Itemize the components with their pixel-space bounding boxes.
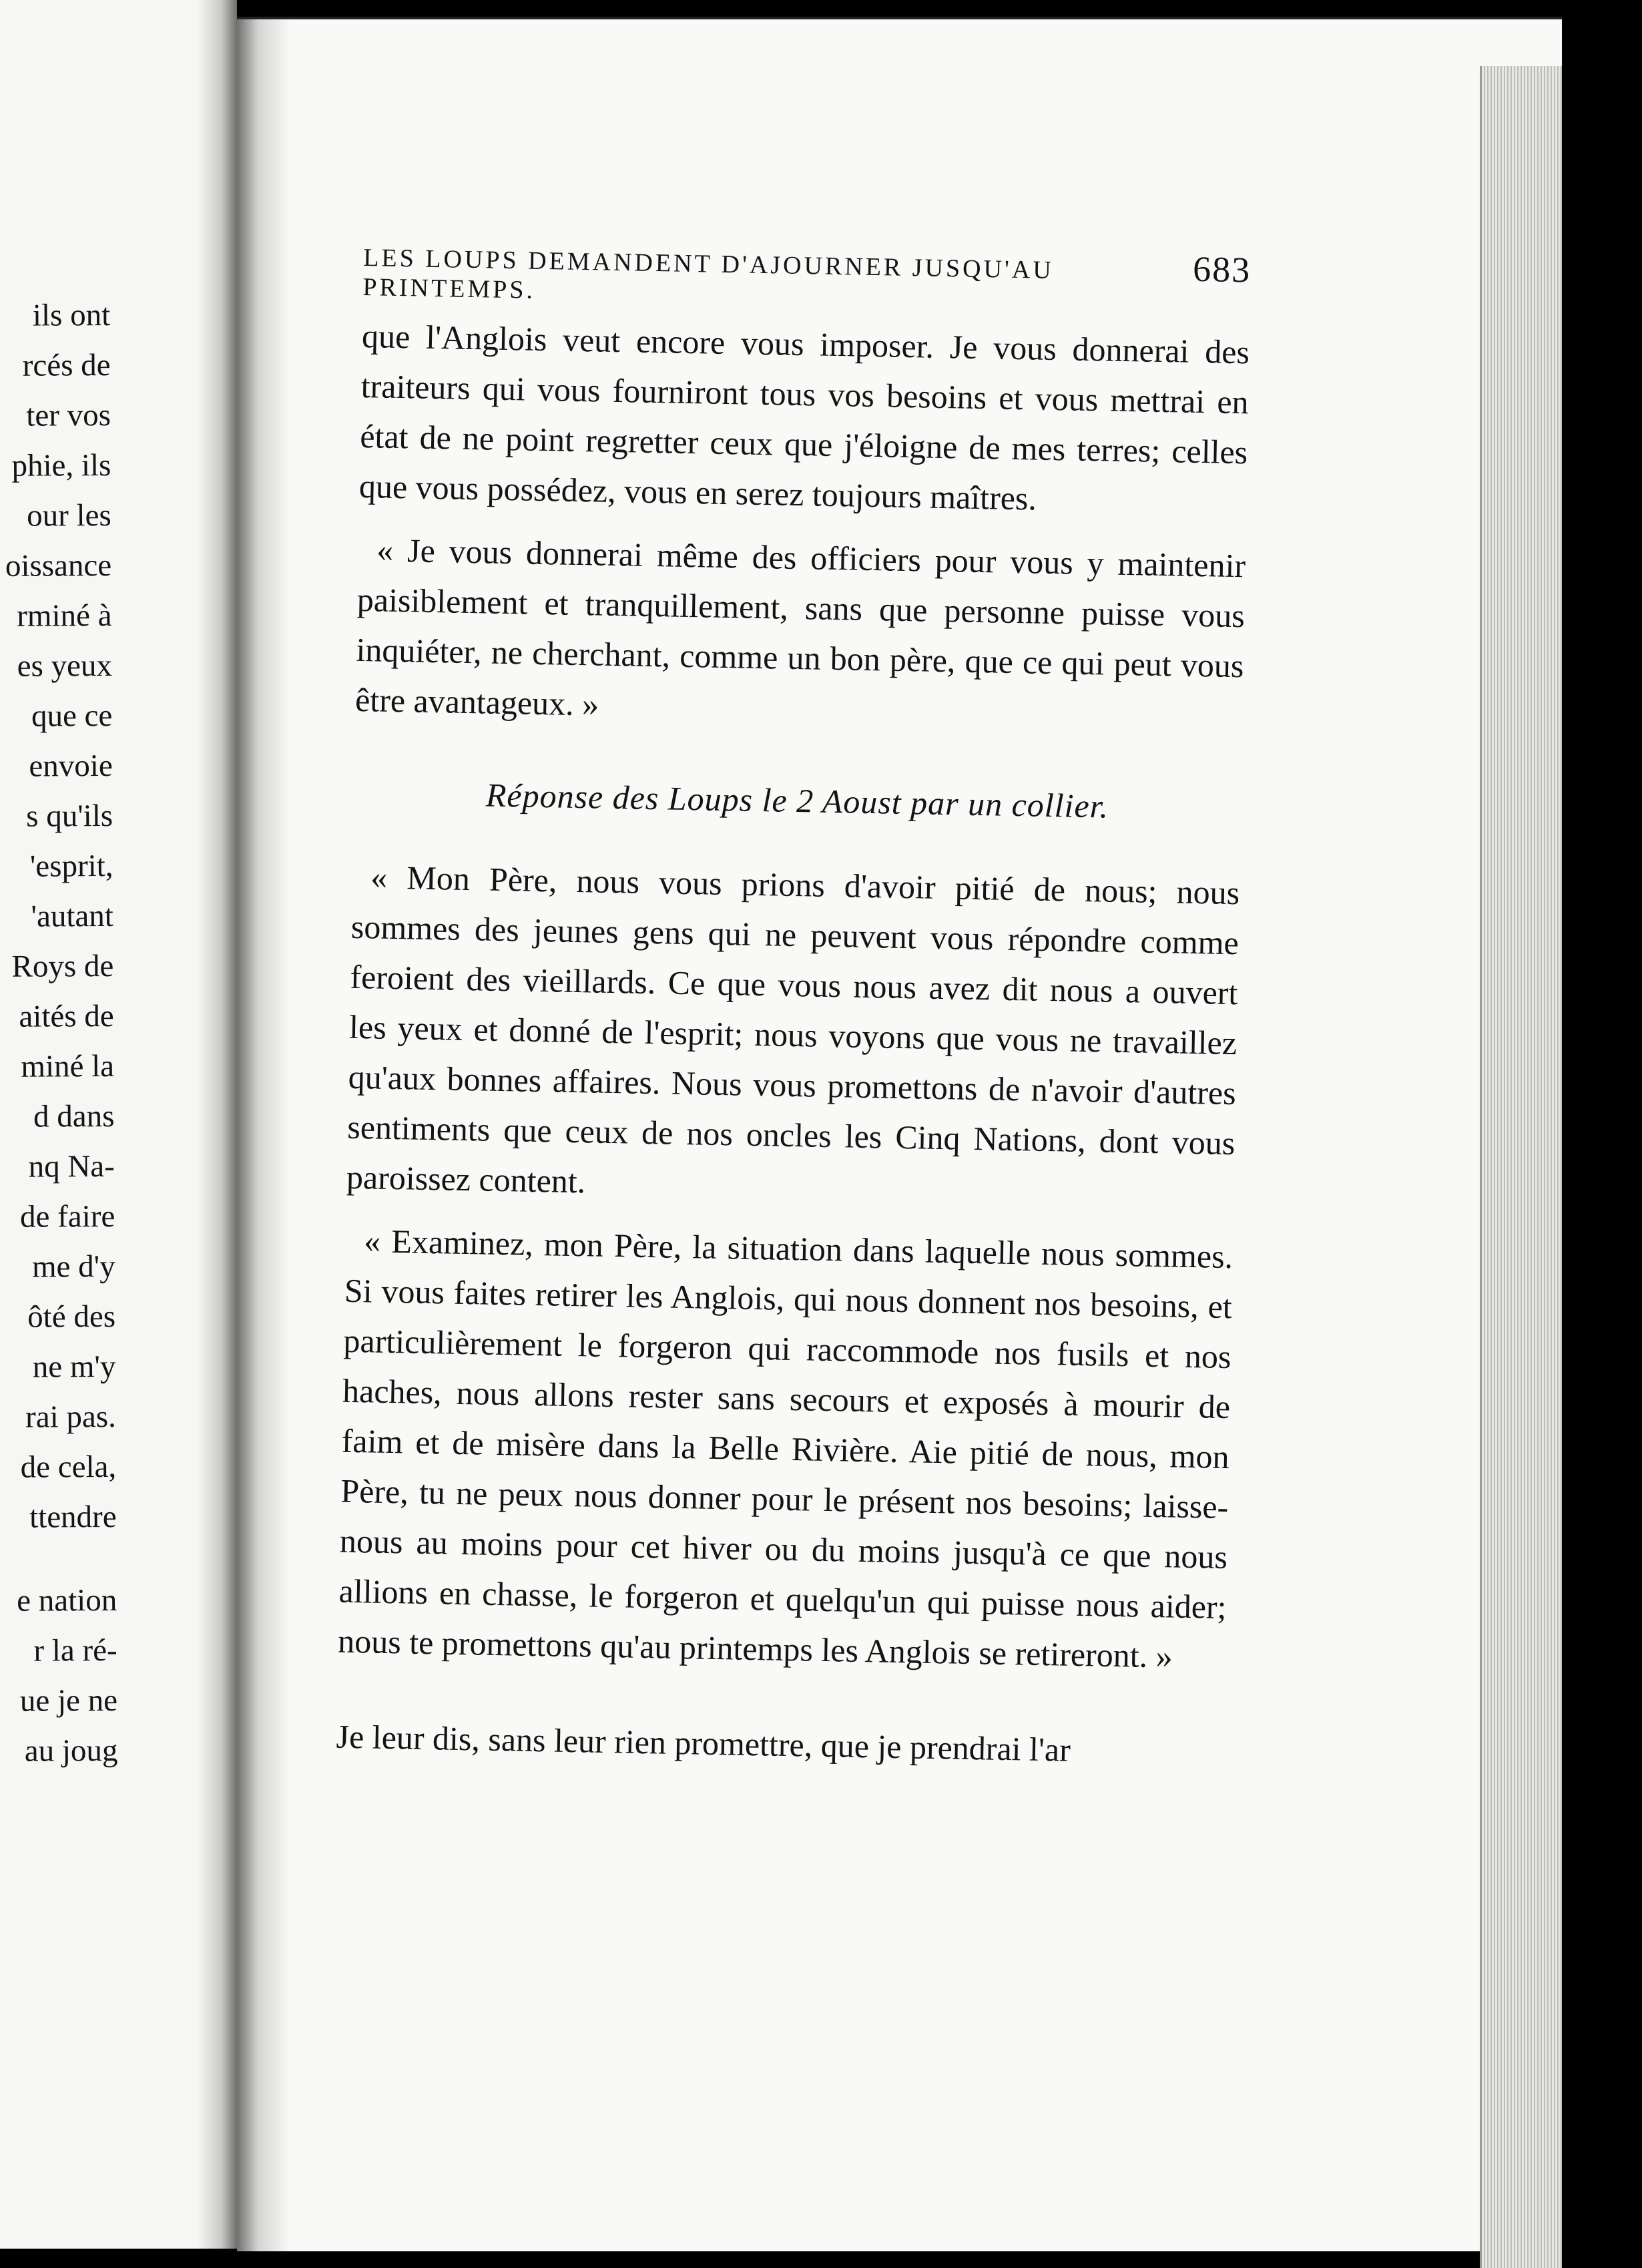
previous-page-line: our les [27,497,111,533]
previous-page-line: envoie [29,748,113,784]
paragraph-4: « Examinez, mon Père, la situation dans laquelle nous sommes. Si vous faites retirer les Anglois, qui nous donnent nos besoins, et particulièrement le forgeron qui raccommode nos fusils et nos haches, nous allons rester sans secours et exposés à mourir de faim et de misère dans la Belle Rivière. Aie pitié de nous, mon Père, tu ne peux nous donner pour le présent nos besoins; laisse-nous au moins pour cet hiver ou du moins jusqu'à ce que nous allions en chasse, le forgeron et quelqu'un qui puisse nous aider; nous te promettons qu'au printemps les Anglois se retireront. » [337,1222,1234,1675]
paragraph-5: Je leur dis, sans leur rien promettre, que je prendrai l'ar [336,1717,1071,1769]
previous-page-line: Roys de [11,948,114,984]
previous-page-line: 'esprit, [29,848,113,884]
previous-page-line: oissance [5,547,112,584]
previous-page-gap [7,1542,117,1576]
paragraph-1: que l'Anglois veut encore vous imposer. Je vous donnerai des traiteurs qui vous fourniront tous vos besoins et vous mettrai en état de ne point regretter ceux que j'éloigne de mes terres; celles que vous possédez, vous en serez toujours maîtres. [358,316,1250,517]
previous-page-line: aités de [19,998,114,1034]
paragraph-3: « Mon Père, nous vous prions d'avoir pitié de nous; nous sommes des jeunes gens qui ne peuvent vous répondre comme feroient des vieillards. Ce que vous nous avez dit nous a ouvert les yeux et donné de l'esprit; nous voyons que vous ne travaillez qu'aux bonnes affaires. Nous vous promettons de n'avoir d'autres sentiments que ceux de nos oncles les Cinq Nations, dont vous paroissez content. [346,858,1240,1200]
paragraph-2: « Je vous donnerai même des officiers pour vous y maintenir paisiblement et tranquillement, sans que personne puisse vous inquiéter, ne cherchant, comme un bon père, que ce qui peut vous être avantageux. » [354,531,1246,723]
previous-page-line: r la ré- [33,1632,117,1668]
current-page [237,17,1562,2251]
previous-page-line: ttendre [29,1499,117,1535]
previous-page-line: ter vos [26,397,111,433]
section-heading: Réponse des Loups le 2 Aoust par un collier. [485,776,1109,825]
previous-page-line: me d'y [31,1249,115,1285]
previous-page-line: rai pas. [25,1399,116,1435]
page-text-block [336,233,1498,1783]
previous-page-line: rcés de [22,347,111,383]
previous-page-line: nq Na- [28,1148,115,1184]
previous-page-line: ôté des [27,1299,116,1335]
previous-page-line: e nation [17,1582,117,1618]
running-head-title: LES LOUPS DEMANDENT D'AJOURNER JUSQU'AU PRINTEMPS. [362,243,1055,304]
spine-shadow [237,19,290,2251]
previous-page-line: de faire [19,1198,115,1234]
previous-page-text [0,290,118,1777]
previous-page-line: au joug [24,1733,118,1769]
previous-page [0,0,237,2249]
previous-page-line: es yeux [17,648,113,684]
previous-page-line: s qu'ils [26,798,113,834]
previous-page-line: ils ont [32,297,111,333]
previous-page-line: ne m'y [32,1349,116,1385]
previous-page-line: d dans [33,1098,115,1134]
previous-page-line: miné la [21,1048,115,1084]
running-head [362,233,1252,318]
previous-page-line: ue je ne [19,1682,118,1719]
previous-page-line: de cela, [20,1449,117,1485]
previous-page-line: que ce [31,698,113,734]
previous-page-line: 'autant [31,898,114,934]
page-number: 683 [1192,248,1252,290]
previous-page-line: phie, ils [11,447,111,483]
previous-page-line: rminé à [17,598,112,634]
gutter-shadow [197,0,237,2249]
